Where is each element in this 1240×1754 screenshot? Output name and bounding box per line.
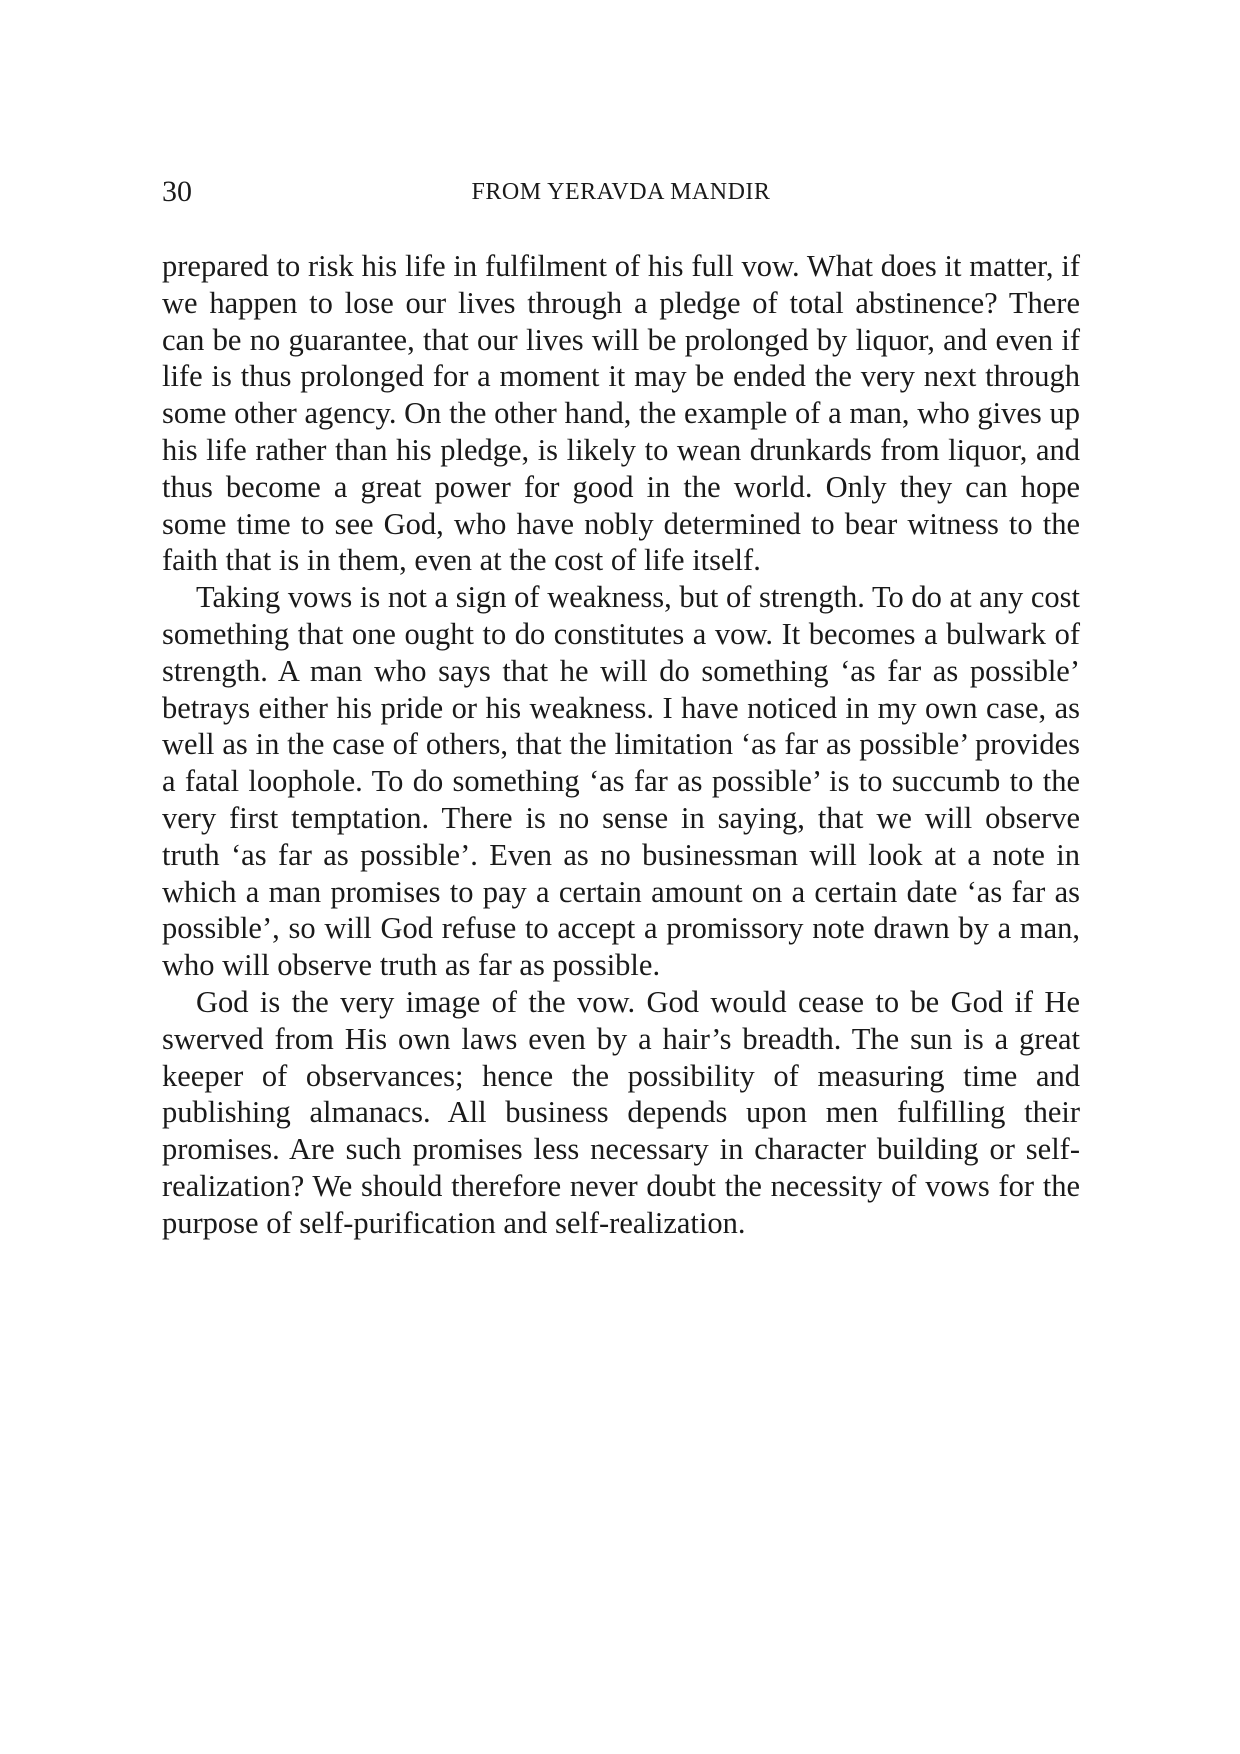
paragraph-1: prepared to risk his life in fulfilment of his full vow. What does it matter, if we happen to lose our lives through a pledge of total abstinence? There can be no guarantee, that our lives will be prolonged by liquor, and even if life is thus prolonged for a moment it may be ended the very next through some other agency. On the other hand, the example of a man, who gives up his life rather than his pledge, is likely to wean drunkards from liquor, and thus become a great power for good in the world. Only they can hope some time to see God, who have nobly determined to bear witness to the faith that is in them, even at the cost of life itself.: [162, 249, 1080, 578]
paragraph-2: Taking vows is not a sign of weakness, but of strength. To do at any cost something that one ought to do constitutes a vow. It becomes a bulwark of strength. A man who says that he will do something ‘as far as possible’ betrays either his pride or his weakness. I have noticed in my own case, as well as in the case of others, that the limitation ‘as far as possible’ provides a fatal loophole. To do something ‘as far as possible’ is to succumb to the very first temptation. There is no sense in saying, that we will observe truth ‘as far as possible’. Even as no businessman will look at a note in which a man promises to pay a certain amount on a certain date ‘as far as possible’, so will God refuse to accept a promissory note drawn by a man, who will observe truth as far as possible.: [162, 580, 1080, 983]
page-header: [162, 172, 1080, 212]
body-text: [162, 248, 1080, 1242]
running-head: FROM YERAVDA MANDIR: [471, 179, 771, 205]
paragraph-3: God is the very image of the vow. God would cease to be God if He swerved from His own laws even by a hair’s breadth. The sun is a great keeper of observances; hence the possibility of measuring time and publishing almanacs. All business depends upon men fulfilling their promises. Are such promises less necessary in character building or self-realization? We should therefore never doubt the necessity of vows for the purpose of self-purification and self-realization.: [162, 984, 1080, 1240]
page-number: 30: [162, 175, 192, 208]
